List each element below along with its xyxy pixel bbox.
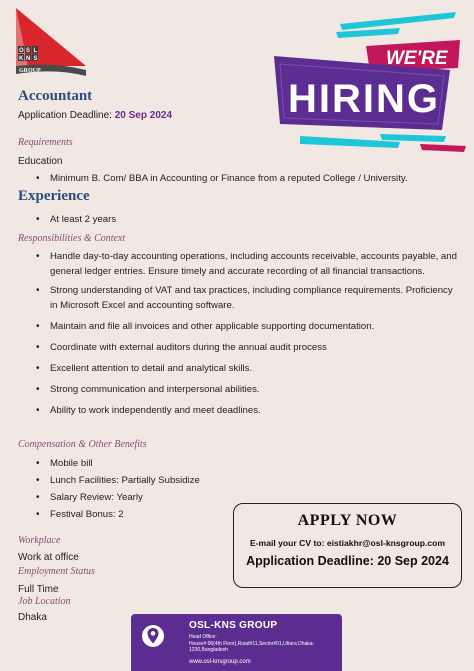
logo-letter-s2: S: [33, 56, 38, 62]
deadline-label: Application Deadline:: [18, 110, 112, 121]
list-item: • Salary Review: Yearly: [36, 490, 226, 505]
application-deadline: [18, 110, 172, 121]
deadline-date: 20 Sep 2024: [114, 110, 172, 121]
apply-deadline: Application Deadline: 20 Sep 2024: [246, 554, 449, 568]
list-item: • Maintain and file all invoices and other applicable supporting documentation.: [36, 319, 460, 334]
company-footer: [131, 614, 342, 671]
responsibilities-heading: Responsibilities & Context: [18, 233, 126, 244]
logo-graphic: [14, 6, 88, 80]
list-item: • Coordinate with external auditors during the annual audit process: [36, 340, 460, 355]
logo-letter-o: O: [19, 48, 24, 54]
list-item: • Strong communication and interpersonal abilities.: [36, 382, 460, 397]
logo-letter-s: S: [26, 48, 31, 54]
employment-status-value: Full Time: [18, 584, 59, 595]
list-item: • Ability to work independently and meet deadlines.: [36, 403, 460, 418]
experience-list: [36, 212, 460, 227]
requirements-list: [36, 171, 460, 186]
workplace-heading: Workplace: [18, 535, 61, 546]
education-label: Education: [18, 156, 63, 167]
banner-line1: WE'RE: [386, 48, 448, 69]
list-item: • At least 2 years: [36, 212, 460, 227]
location-pin-icon: [141, 624, 165, 648]
logo-letter-k: K: [19, 56, 24, 62]
workplace-value: Work at office: [18, 552, 79, 563]
banner-line2: HIRING: [288, 77, 440, 121]
list-item: • Handle day-to-day accounting operations, including accounts receivable, accounts payable, and general ledger entries. Ensure timely and accurate recording of all financial transactions.: [36, 249, 460, 279]
footer-address: House# 06(4th Floor),Road#11,Sector#01,Uttara Dhaka-1230,Bangladesh: [189, 641, 315, 653]
list-item: • Festival Bonus: 2: [36, 507, 226, 522]
footer-office-label: Head Office:: [189, 634, 217, 640]
employment-status-heading: Employment Status: [18, 566, 95, 577]
responsibilities-list: [36, 249, 460, 418]
list-item: • Excellent attention to detail and analytical skills.: [36, 361, 460, 376]
benefits-list: [36, 456, 226, 522]
logo-group-text: GROUP: [19, 68, 41, 74]
list-item: • Strong understanding of VAT and tax practices, including compliance requirements. Proficiency in Microsoft Excel and accounting software.: [36, 283, 460, 313]
logo-letter-l: L: [33, 48, 38, 54]
hiring-banner: [270, 6, 470, 156]
logo-letter-n: N: [26, 56, 31, 62]
apply-now-title: APPLY NOW: [297, 512, 398, 529]
job-title: Accountant: [18, 88, 93, 104]
benefits-heading: Compensation & Other Benefits: [18, 439, 147, 450]
job-location-value: Dhaka: [18, 612, 47, 623]
list-item: • Lunch Facilities: Partially Subsidize: [36, 473, 226, 488]
apply-email[interactable]: E-mail your CV to: eistiakhr@osl-knsgroup.com: [249, 538, 446, 548]
list-item: • Minimum B. Com/ BBA in Accounting or Finance from a reputed College / University.: [36, 171, 460, 186]
experience-heading: Experience: [18, 188, 90, 204]
list-item: • Mobile bill: [36, 456, 226, 471]
apply-now-box: [233, 503, 462, 588]
company-logo: [14, 6, 88, 80]
footer-website-link[interactable]: www.osl-knsgroup.com: [189, 659, 251, 665]
hiring-graphic: [270, 6, 470, 156]
job-location-heading: Job Location: [18, 596, 71, 607]
footer-company-name: OSL-KNS GROUP: [189, 620, 278, 631]
requirements-heading: Requirements: [18, 137, 73, 148]
